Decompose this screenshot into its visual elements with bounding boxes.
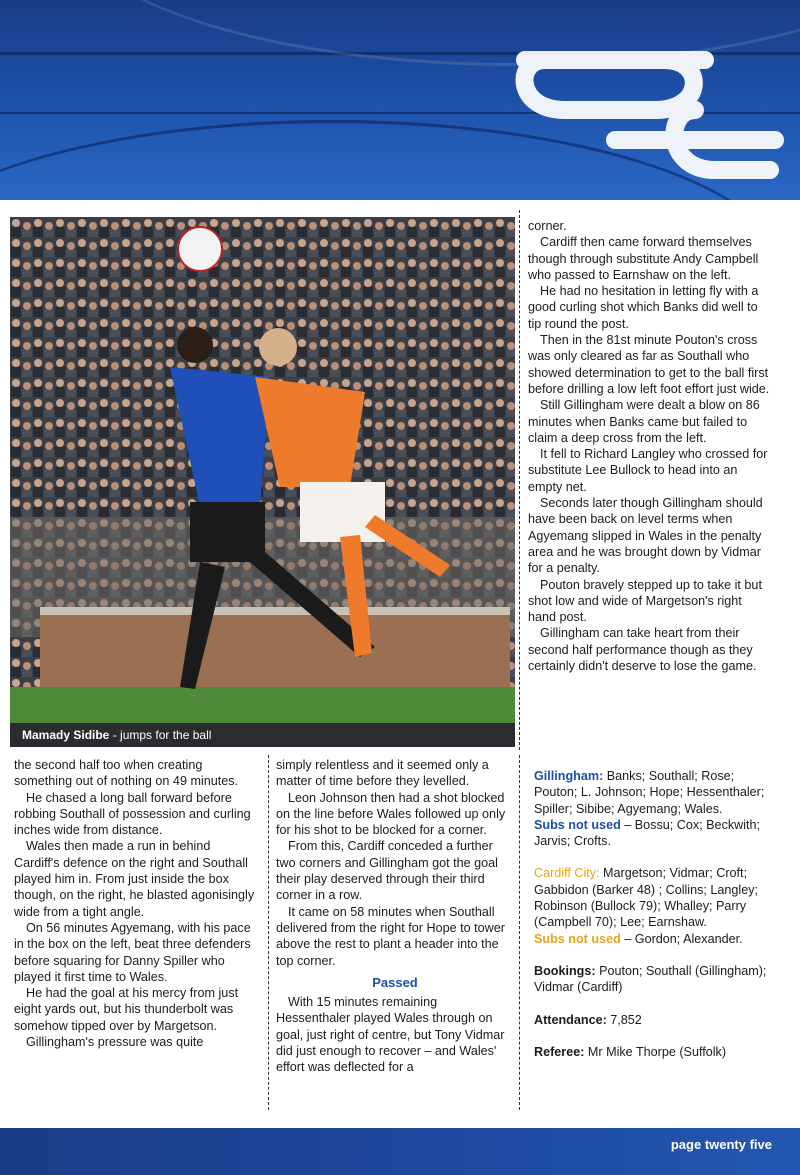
cardiff-subs-label: Subs not used xyxy=(534,931,621,946)
column-divider xyxy=(268,755,269,1110)
paragraph: Pouton bravely stepped up to take it but shot low and wide of Margetson's right hand post. xyxy=(528,577,762,625)
paragraph: He had no hesitation in letting fly with a good curling shot which Banks did well to tip round the post. xyxy=(528,284,759,331)
column-divider xyxy=(519,210,520,750)
section-heading: Passed xyxy=(372,974,418,990)
bookings-label: Bookings: xyxy=(534,963,596,978)
article-column-3 xyxy=(528,218,772,674)
bookings xyxy=(534,963,772,996)
column-divider xyxy=(519,755,520,1110)
cardiff-lineup xyxy=(534,865,772,930)
gillingham-label: Gillingham: xyxy=(534,769,604,783)
gillingham-players: Banks; Southall; Rose; Pouton; L. Johnson; Hope; Hessenthaler; Spiller; Sibibe; Agyemang; Wales. xyxy=(534,769,765,816)
paragraph: On 56 minutes Agyemang, with his pace in the box on the left, beat three defenders before squaring for Danny Spiller who played it first time to Wales. xyxy=(14,920,251,984)
page-number: page twenty five xyxy=(670,1137,772,1152)
paragraph: corner. xyxy=(528,219,567,233)
paragraph: Still Gillingham were dealt a blow on 86 minutes when Banks came but failed to claim a deep cross from the left. xyxy=(528,398,760,445)
attendance xyxy=(534,1012,772,1028)
match-photo xyxy=(10,217,515,747)
gillingham-subs xyxy=(534,817,772,850)
header-banner xyxy=(0,0,800,200)
club-logo xyxy=(505,20,785,180)
referee-name: Mr Mike Thorpe (Suffolk) xyxy=(584,1044,727,1059)
paragraph: simply relentless and it seemed only a matter of time before they levelled. xyxy=(276,758,489,789)
team-lineups xyxy=(534,768,772,1060)
paragraph: With 15 minutes remaining Hessenthaler played Wales through on goal, just right of centre, but Tony Vidmar did just enough to recover – and Wales' effort was deflected for a xyxy=(276,995,505,1075)
match-photo-illustration xyxy=(10,217,515,747)
paragraph: Wales then made a run in behind Cardiff's defence on the right and Southall played him in. From just inside the box though, on the right, he blasted agonisingly wide from a tight angle. xyxy=(14,839,255,919)
paragraph: He chased a long ball forward before robbing Southall of possession and curling inches wide from distance. xyxy=(14,790,251,838)
page-footer xyxy=(0,1128,800,1175)
bookings-text: Pouton; Southall (Gillingham); Vidmar (Cardiff) xyxy=(534,963,767,995)
paragraph: It fell to Richard Langley who crossed for substitute Lee Bullock to head into an empty net. xyxy=(528,447,768,494)
paragraph: Gillingham can take heart from their second half performance though as they certainly didn't deserve to lose the game. xyxy=(528,626,757,674)
gillingham-subs-list: – Bossu; Cox; Beckwith; Jarvis; Crofts. xyxy=(534,817,761,849)
attendance-label: Attendance: xyxy=(534,1012,607,1027)
article-column-1 xyxy=(14,757,259,1050)
paragraph: He had the goal at his mercy from just eight yards out, but his thunderbolt was somehow tipped over by Margetson. xyxy=(14,986,239,1033)
paragraph: Then in the 81st minute Pouton's cross was only cleared as far as Southall who showed determination to get to the ball first before drilling a low left foot effort just wide. xyxy=(528,333,770,396)
paragraph: Leon Johnson then had a shot blocked on the line before Wales followed up only for his shot to be blocked for a corner. xyxy=(276,790,506,838)
referee xyxy=(534,1044,772,1060)
attendance-value: 7,852 xyxy=(606,1012,642,1027)
cardiff-label: Cardiff City: xyxy=(534,866,600,881)
gillingham-subs-label: Subs not used xyxy=(534,817,621,832)
caption-text: - jumps for the ball xyxy=(109,728,212,742)
cardiff-subs xyxy=(534,931,772,947)
paragraph: Cardiff then came forward themselves though through substitute Andy Campbell who passed to Earnshaw on the left. xyxy=(528,235,759,282)
paragraph: the second half too when creating something out of nothing on 49 minutes. xyxy=(14,758,239,789)
referee-label: Referee: xyxy=(534,1044,585,1059)
cardiff-subs-list: – Gordon; Alexander. xyxy=(620,931,743,946)
photo-caption xyxy=(10,723,515,747)
paragraph: From this, Cardiff conceded a further two corners and Gillingham got the goal their play deserved through their third corner in a row. xyxy=(276,839,498,903)
caption-name: Mamady Sidibe xyxy=(22,728,110,742)
article-column-2 xyxy=(276,757,514,1076)
gillingham-lineup xyxy=(534,768,772,817)
cardiff-players: Margetson; Vidmar; Croft; Gabbidon (Barker 48) ; Collins; Langley; Robinson (Bullock 79); Whalley; Parry (Campbell 70); Lee; Earnshaw. xyxy=(534,866,759,930)
paragraph: Seconds later though Gillingham should have been back on level terms when Agyemang slipped in Wales in the penalty area and he was brought down by Vidmar for a penalty. xyxy=(528,496,763,576)
paragraph: Gillingham's pressure was quite xyxy=(26,1035,204,1050)
paragraph: It came on 58 minutes when Southall delivered from the right for Hope to tower above the rest to plant a header into the top corner. xyxy=(276,904,505,968)
